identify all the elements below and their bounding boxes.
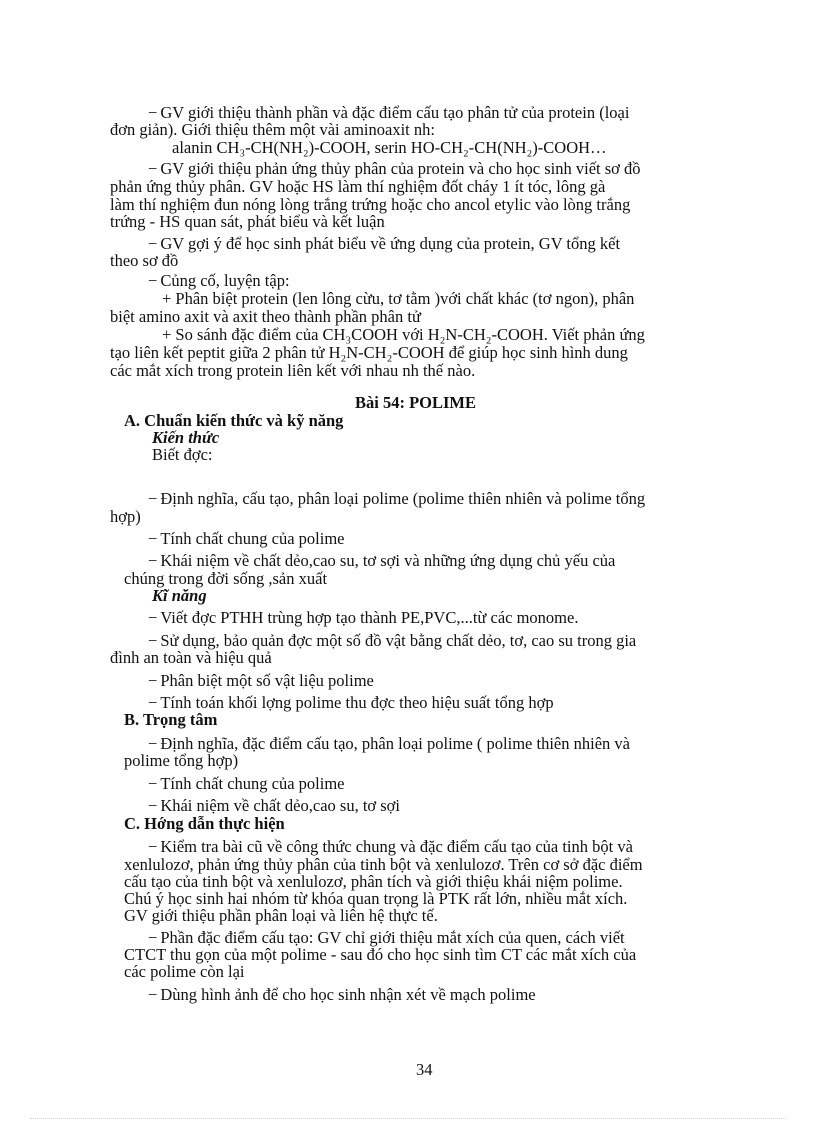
text-line: đơn giản). Giới thiệu thêm một vài aminoaxit nh: [110, 120, 435, 139]
text: GV giới thiệu phản ứng thủy phân của protein và cho học sinh viết sơ đồ [160, 159, 641, 178]
skills-label: Kĩ năng [152, 586, 207, 605]
knowledge-label: Kiến thức [152, 428, 220, 447]
dash-bullet: − [148, 529, 158, 548]
dash-bullet: − [148, 985, 158, 1004]
text: Kiểm tra bài cũ về công thức chung và đặc điểm cấu tạo của tinh bột và [160, 837, 633, 856]
text: Phần đặc điểm cấu tạo: GV chỉ giới thiệu mắt xích của quen, cách viết [160, 928, 625, 947]
dash-bullet: − [148, 671, 158, 690]
lesson-title: Bài 54: POLIME [355, 393, 477, 412]
text-line: + Phân biệt protein (len lông cừu, tơ tằm )với chất khác (tơ ngon), phân [162, 289, 635, 308]
text-line: xenlulozơ, phản ứng thủy phân của tinh bột và xenlulozơ. Trên cơ sở đặc điểm [124, 855, 643, 874]
text-line: GV giới thiệu phần phân loại và liên hệ thực tế. [124, 906, 438, 925]
dash-bullet: − [148, 774, 158, 793]
dash-bullet: − [148, 159, 158, 178]
text: Khái niệm về chất dẻo,cao su, tơ sợi [160, 796, 400, 815]
text: Củng cố, luyện tập: [160, 271, 290, 290]
bullet-line [148, 609, 578, 627]
dash-bullet: − [148, 734, 158, 753]
dash-bullet: − [148, 631, 158, 650]
text: Sử dụng, bảo quản đợc một số đồ vật bằng chất dẻo, tơ, cao su trong gia [160, 631, 637, 650]
text-line: tạo liên kết peptit giữa 2 phân tử H₂N-CH₂-COOH để giúp học sinh hình dung [110, 343, 628, 362]
dash-bullet: − [148, 234, 158, 253]
text-line: hợp) [110, 507, 141, 526]
text: Phân biệt một số vật liệu polime [160, 671, 374, 690]
text-line: đình an toàn và hiệu quả [110, 648, 272, 667]
section-b-heading: B. Trọng tâm [124, 710, 218, 729]
text-line: trứng - HS quan sát, phát biểu và kết luận [110, 212, 385, 231]
text: Dùng hình ảnh để cho học sinh nhận xét về mạch polime [160, 985, 536, 1004]
dash-bullet: − [148, 103, 158, 122]
bullet-line [148, 838, 633, 856]
text: Viết đợc PTHH trùng hợp tạo thành PE,PVC,...từ các monome. [160, 608, 579, 627]
bullet-line [148, 490, 645, 508]
bullet-line [148, 160, 641, 178]
text-line: Chú ý học sinh hai nhóm từ khóa quan trọng là PTK rất lớn, nhiều mắt xích. [124, 889, 628, 908]
text-line: phản ứng thủy phân. GV hoặc HS làm thí nghiệm đốt cháy 1 ít tóc, lông gà [110, 177, 606, 196]
text-line: Biết đợc: [152, 445, 213, 464]
text-line: làm thí nghiệm đun nóng lòng trắng trứng hoặc cho ancol etylic vào lòng trắng [110, 195, 631, 214]
text: GV gợi ý để học sinh phát biểu về ứng dụng của protein, GV tổng kết [160, 234, 621, 253]
bullet-line [148, 775, 345, 793]
dash-bullet: − [148, 271, 158, 290]
text: Định nghĩa, cấu tạo, phân loại polime (polime thiên nhiên và polime tổng [160, 489, 646, 508]
text-line: các polime còn lại [124, 962, 245, 981]
text-line: theo sơ đồ [110, 251, 179, 270]
text-line: cấu tạo của tinh bột và xenlulozơ, phân tích và giới thiệu khái niệm polime. [124, 872, 623, 891]
bullet-line [148, 797, 400, 815]
text: Tính chất chung của polime [160, 529, 345, 548]
dash-bullet: − [148, 928, 158, 947]
bullet-line [148, 552, 615, 570]
page-bottom-border [30, 1118, 786, 1119]
bullet-line [148, 672, 374, 690]
text-line: polime tổng hợp) [124, 751, 239, 770]
text: Tính toán khối lợng polime thu đợc theo hiệu suất tổng hợp [160, 693, 554, 712]
bullet-line [148, 530, 345, 548]
bullet-line [148, 272, 290, 290]
bullet-line [148, 235, 620, 253]
dash-bullet: − [148, 551, 158, 570]
dash-bullet: − [148, 608, 158, 627]
text-line: CTCT thu gọn của một polime - sau đó cho học sinh tìm CT các mắt xích của [124, 945, 637, 964]
text: GV giới thiệu thành phần và đặc điểm cấu tạo phân tử của protein (loại [160, 103, 630, 122]
dash-bullet: − [148, 837, 158, 856]
text-line: các mắt xích trong protein liên kết với nhau nh thế nào. [110, 361, 476, 380]
page-number: 34 [416, 1060, 433, 1079]
text: Khái niệm về chất dẻo,cao su, tơ sợi và những ứng dụng chủ yếu của [160, 551, 616, 570]
text-line: chúng trong đời sống ,sản xuất [124, 569, 328, 588]
text: Tính chất chung của polime [160, 774, 345, 793]
dash-bullet: − [148, 693, 158, 712]
formula-line: alanin CH₃-CH(NH₂)-COOH, serin HO-CH₂-CH(NH₂)-COOH… [172, 138, 607, 157]
text: Định nghĩa, đặc điểm cấu tạo, phân loại polime ( polime thiên nhiên và [160, 734, 630, 753]
bullet-line [148, 986, 536, 1004]
text-line: + So sánh đặc điểm của CH₃COOH với H₂N-CH₂-COOH. Viết phản ứng [162, 325, 645, 344]
dash-bullet: − [148, 489, 158, 508]
section-a-heading: A. Chuẩn kiến thức và kỹ năng [124, 411, 344, 430]
text-line: biệt amino axit và axit theo thành phần phân tử [110, 307, 421, 326]
dash-bullet: − [148, 796, 158, 815]
section-c-heading: C. Hớng dẫn thực hiện [124, 814, 285, 833]
